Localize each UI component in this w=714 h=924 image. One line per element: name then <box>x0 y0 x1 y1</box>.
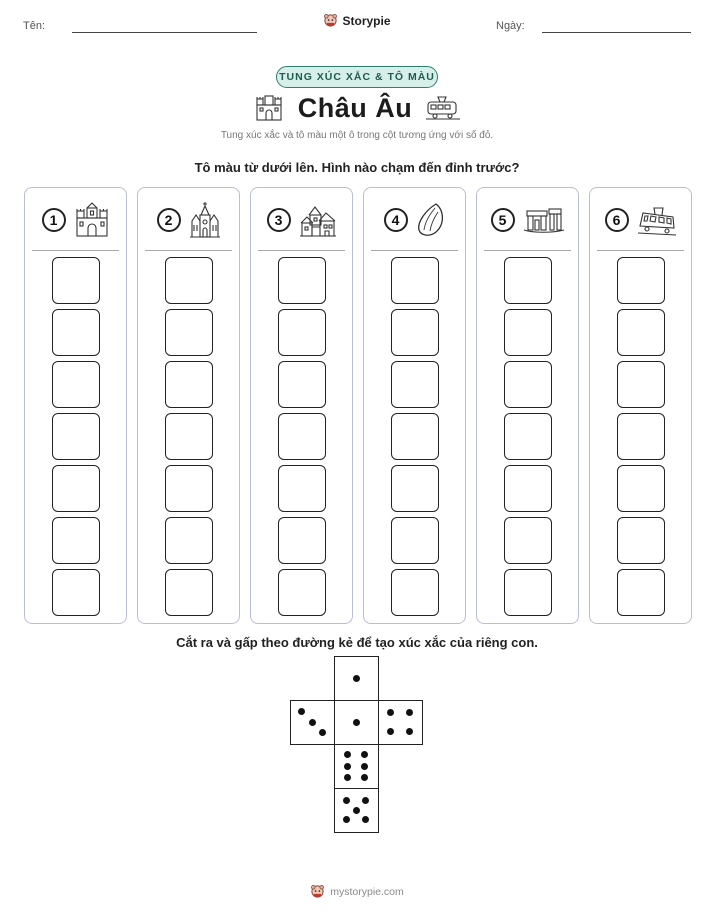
dice-pip <box>353 719 360 726</box>
color-cell[interactable] <box>504 309 552 356</box>
color-cell[interactable] <box>504 517 552 564</box>
color-cell[interactable] <box>52 257 100 304</box>
storypie-mascot-icon <box>323 13 338 28</box>
dice-pip <box>361 763 368 770</box>
color-cell[interactable] <box>391 465 439 512</box>
dice-face <box>334 744 379 789</box>
color-cell[interactable] <box>504 465 552 512</box>
color-cell[interactable] <box>165 517 213 564</box>
column-number: 4 <box>384 208 408 232</box>
dice-pip <box>387 728 394 735</box>
color-cell[interactable] <box>504 413 552 460</box>
page-title: Châu Âu <box>297 92 413 123</box>
color-cell[interactable] <box>617 569 665 616</box>
color-cell[interactable] <box>391 569 439 616</box>
column-number: 1 <box>42 208 66 232</box>
dice-face <box>290 700 335 745</box>
color-cell[interactable] <box>165 465 213 512</box>
color-cell[interactable] <box>165 413 213 460</box>
color-cell[interactable] <box>52 465 100 512</box>
column-header <box>477 198 578 242</box>
dice-pip <box>362 797 369 804</box>
brand-name: Storypie <box>342 13 391 28</box>
color-cell[interactable] <box>617 257 665 304</box>
column-3 <box>250 187 353 624</box>
dice-pip <box>298 708 305 715</box>
color-cell[interactable] <box>52 361 100 408</box>
column-number: 2 <box>157 208 181 232</box>
color-cell[interactable] <box>504 361 552 408</box>
color-cell[interactable] <box>617 309 665 356</box>
column-2 <box>137 187 240 624</box>
dice-pip <box>362 816 369 823</box>
cathedral-icon <box>189 201 221 239</box>
footer-url: mystorypie.com <box>330 885 404 898</box>
column-header <box>590 198 691 242</box>
dice-pip <box>361 774 368 781</box>
color-cell[interactable] <box>52 309 100 356</box>
dice-pip <box>344 751 351 758</box>
color-cell[interactable] <box>617 361 665 408</box>
brand-logo <box>0 13 714 28</box>
footer <box>0 884 714 899</box>
dice-face <box>334 656 379 701</box>
almond-icon <box>416 202 446 238</box>
column-number: 3 <box>267 208 291 232</box>
dice-pip <box>406 728 413 735</box>
date-line[interactable] <box>542 32 691 33</box>
dice-face <box>334 788 379 833</box>
color-cell[interactable] <box>165 361 213 408</box>
color-cell[interactable] <box>391 413 439 460</box>
color-cell[interactable] <box>617 517 665 564</box>
color-cell[interactable] <box>165 257 213 304</box>
title-row <box>0 90 714 126</box>
column-header <box>138 198 239 242</box>
column-header <box>25 198 126 242</box>
color-cell[interactable] <box>278 517 326 564</box>
village-houses-icon <box>299 203 337 237</box>
color-cell[interactable] <box>504 569 552 616</box>
page-subtitle: Tung xúc xắc và tô màu một ô trong cột tương ứng với số đỏ. <box>220 130 494 141</box>
dice-face <box>334 700 379 745</box>
dice-face <box>378 700 423 745</box>
column-header <box>251 198 352 242</box>
castle-small-icon <box>254 93 284 123</box>
dice-pip <box>353 675 360 682</box>
column-1 <box>24 187 127 624</box>
tram-small-icon <box>426 96 460 120</box>
name-line[interactable] <box>72 32 257 33</box>
dice-instruction: Cắt ra và gấp theo đường kẻ để tạo xúc xắc của riêng con. <box>176 635 538 650</box>
color-cell[interactable] <box>617 465 665 512</box>
dice-columns <box>24 187 690 624</box>
color-cell[interactable] <box>391 309 439 356</box>
activity-badge: TUNG XÚC XẮC & TÔ MÀU <box>276 66 438 88</box>
dice-pip <box>387 709 394 716</box>
color-cell[interactable] <box>278 361 326 408</box>
color-cell[interactable] <box>391 361 439 408</box>
storypie-mascot-icon <box>310 884 325 899</box>
dice-pip <box>344 763 351 770</box>
dice-pip <box>406 709 413 716</box>
dice-pip <box>353 807 360 814</box>
dice-pip <box>343 797 350 804</box>
color-cell[interactable] <box>52 517 100 564</box>
color-cell[interactable] <box>617 413 665 460</box>
color-cell[interactable] <box>278 257 326 304</box>
column-6 <box>589 187 692 624</box>
date-label: Ngày: <box>496 20 525 32</box>
color-cell[interactable] <box>278 465 326 512</box>
column-header <box>364 198 465 242</box>
color-cell[interactable] <box>278 309 326 356</box>
color-cell[interactable] <box>165 569 213 616</box>
column-4 <box>363 187 466 624</box>
dice-pip <box>319 729 326 736</box>
color-cell[interactable] <box>52 569 100 616</box>
color-cell[interactable] <box>391 257 439 304</box>
name-label: Tên: <box>23 20 46 32</box>
color-cell[interactable] <box>52 413 100 460</box>
castle-icon <box>74 202 110 238</box>
dice-pip <box>361 751 368 758</box>
column-number: 5 <box>491 208 515 232</box>
color-cell[interactable] <box>504 257 552 304</box>
coloring-instruction: Tô màu từ dưới lên. Hình nào chạm đến đỉnh trước? <box>194 160 520 175</box>
color-cell[interactable] <box>278 569 326 616</box>
dice-pip <box>309 719 316 726</box>
tram-icon <box>637 204 677 236</box>
column-5 <box>476 187 579 624</box>
color-cell[interactable] <box>165 309 213 356</box>
dice-pip <box>344 774 351 781</box>
stonehenge-icon <box>523 205 565 235</box>
dice-net[interactable] <box>290 656 424 834</box>
color-cell[interactable] <box>278 413 326 460</box>
column-number: 6 <box>605 208 629 232</box>
dice-pip <box>343 816 350 823</box>
color-cell[interactable] <box>391 517 439 564</box>
